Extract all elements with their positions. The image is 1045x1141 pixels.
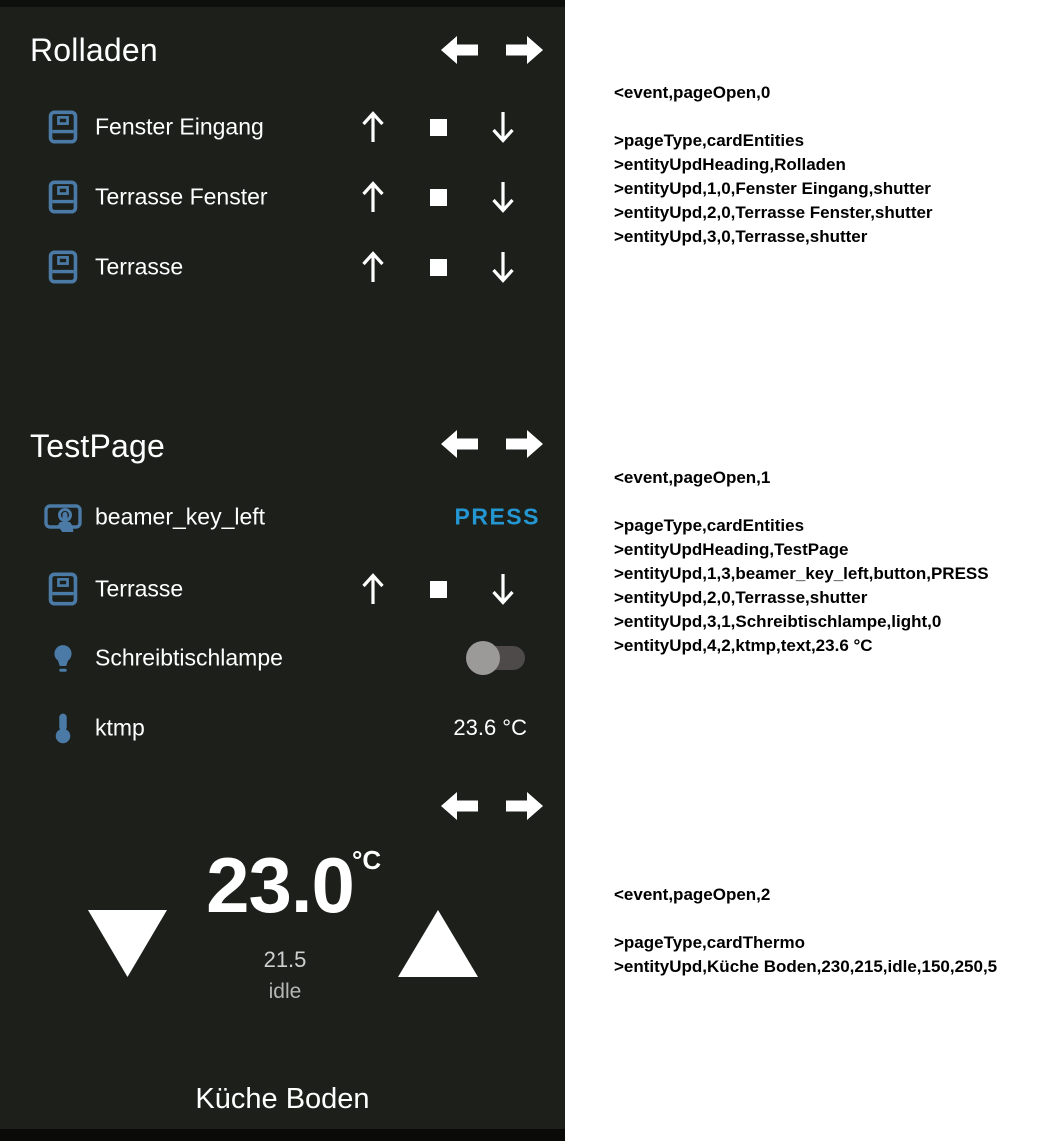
- entity-row: [0, 245, 565, 289]
- temperature-unit: °C: [352, 845, 382, 875]
- shutter-up-button[interactable]: [351, 567, 395, 611]
- shutter-stop-button[interactable]: [416, 105, 460, 149]
- log-line: [614, 490, 989, 514]
- nav-next-icon[interactable]: [506, 789, 544, 823]
- log-line: >entityUpd,Küche Boden,230,215,idle,150,250,5: [614, 957, 998, 976]
- shutter-stop-button[interactable]: [416, 175, 460, 219]
- shutter-stop-button[interactable]: [416, 567, 460, 611]
- log-line: >entityUpd,1,0,Fenster Eingang,shutter: [614, 179, 931, 198]
- entity-row: [0, 175, 565, 219]
- gesture-tap-button-icon: [44, 497, 82, 537]
- log-line: >entityUpd,4,2,ktmp,text,23.6 °C: [614, 636, 873, 655]
- stop-icon: [430, 189, 447, 206]
- log-line: >pageType,cardEntities: [614, 516, 805, 535]
- hvac-state: idle: [268, 980, 302, 1003]
- log-line: <event,pageOpen,2: [614, 885, 771, 904]
- log-line: >entityUpd,2,0,Terrasse Fenster,shutter: [614, 203, 933, 222]
- lightbulb-icon: [44, 638, 82, 678]
- window-shutter-icon: [44, 569, 82, 609]
- entity-row: [0, 636, 565, 680]
- nav-prev-icon[interactable]: [440, 33, 478, 67]
- page-nav: [440, 33, 544, 67]
- shutter-stop-button[interactable]: [416, 245, 460, 289]
- stop-icon: [430, 119, 447, 136]
- serial-log-page0: [614, 81, 933, 249]
- page-title: Rolladen: [30, 32, 158, 68]
- entity-row: [0, 706, 565, 750]
- entity-label: Terrasse Fenster: [95, 183, 268, 210]
- nav-prev-icon[interactable]: [440, 427, 478, 461]
- stop-icon: [430, 259, 447, 276]
- nav-next-icon[interactable]: [506, 427, 544, 461]
- press-button[interactable]: PRESS: [454, 503, 540, 530]
- entity-row: [0, 105, 565, 149]
- entity-row: [0, 567, 565, 611]
- page-title: TestPage: [30, 428, 166, 464]
- page-nav: [440, 427, 544, 461]
- light-toggle-switch[interactable]: [466, 640, 527, 676]
- temp-decrease-button[interactable]: [88, 910, 167, 977]
- nav-next-icon[interactable]: [506, 33, 544, 67]
- log-line: >entityUpd,3,1,Schreibtischlampe,light,0: [614, 612, 942, 631]
- log-line: [614, 105, 933, 129]
- window-shutter-icon: [44, 107, 82, 147]
- entity-label: Schreibtischlampe: [95, 644, 283, 671]
- current-temperature: 23.0: [206, 841, 354, 929]
- log-line: >entityUpd,3,0,Terrasse,shutter: [614, 227, 868, 246]
- log-line: <event,pageOpen,1: [614, 468, 771, 487]
- log-line: >entityUpdHeading,TestPage: [614, 540, 849, 559]
- entity-value: 23.6 °C: [453, 715, 527, 740]
- window-shutter-icon: [44, 177, 82, 217]
- entity-row: [0, 495, 565, 539]
- serial-log-page1: [614, 466, 989, 658]
- panel-bottom-bezel: [0, 1129, 565, 1141]
- shutter-down-button[interactable]: [481, 567, 525, 611]
- target-temperature: 21.5: [263, 947, 307, 972]
- shutter-down-button[interactable]: [481, 175, 525, 219]
- window-shutter-icon: [44, 247, 82, 287]
- log-line: >pageType,cardEntities: [614, 131, 805, 150]
- page-nav: [440, 789, 544, 823]
- shutter-down-button[interactable]: [481, 245, 525, 289]
- log-line: [614, 907, 997, 931]
- thermostat-title: Küche Boden: [195, 1083, 370, 1115]
- shutter-up-button[interactable]: [351, 105, 395, 149]
- entity-label: Terrasse: [95, 575, 184, 602]
- entity-label: beamer_key_left: [95, 503, 266, 530]
- log-line: >entityUpd,1,3,beamer_key_left,button,PRESS: [614, 564, 989, 583]
- log-line: <event,pageOpen,0: [614, 83, 771, 102]
- entity-label: ktmp: [95, 714, 145, 741]
- shutter-up-button[interactable]: [351, 245, 395, 289]
- log-line: >pageType,cardThermo: [614, 933, 805, 952]
- log-line: >entityUpdHeading,Rolladen: [614, 155, 846, 174]
- entity-label: Terrasse: [95, 253, 184, 280]
- shutter-up-button[interactable]: [351, 175, 395, 219]
- panel-top-bezel: [0, 0, 565, 7]
- temp-increase-button[interactable]: [398, 910, 478, 977]
- serial-log-page2: [614, 883, 997, 979]
- thermometer-icon: [44, 708, 82, 748]
- shutter-down-button[interactable]: [481, 105, 525, 149]
- entity-label: Fenster Eingang: [95, 113, 264, 140]
- toggle-knob: [466, 641, 500, 675]
- nav-prev-icon[interactable]: [440, 789, 478, 823]
- log-line: >entityUpd,2,0,Terrasse,shutter: [614, 588, 868, 607]
- stop-icon: [430, 581, 447, 598]
